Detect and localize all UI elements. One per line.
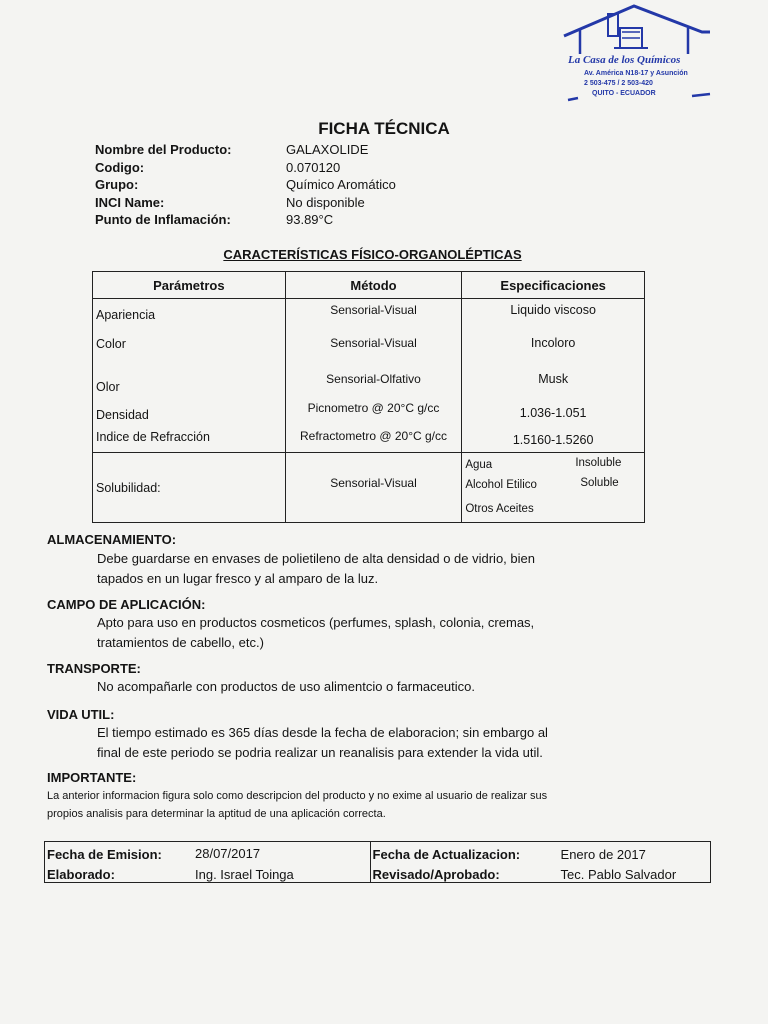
- update-date-label: Fecha de Actualizacion:: [372, 847, 521, 862]
- param-refraction: Indice de Refracción: [96, 430, 210, 444]
- specs-cell: [462, 299, 645, 453]
- field-value: GALAXOLIDE: [286, 142, 369, 157]
- parameters-cell: [93, 299, 286, 453]
- method-density: Picnometro @ 20°C g/cc: [307, 401, 440, 415]
- section-title: CARACTERÍSTICAS FÍSICO-ORGANOLÉPTICAS: [223, 247, 522, 262]
- transport-heading: TRANSPORTE:: [47, 661, 141, 676]
- transport-text: [97, 677, 637, 697]
- solubility-param-cell: [93, 453, 286, 523]
- application-line-2: tratamientos de cabello, etc.): [97, 635, 264, 650]
- result-alcohol: Soluble: [580, 477, 619, 489]
- column-header-specifications: Especificaciones: [462, 272, 645, 299]
- column-header-method: Método: [285, 272, 462, 299]
- parameters-table: [92, 271, 645, 523]
- field-value: No disponible: [286, 194, 365, 210]
- application-text: [97, 613, 637, 653]
- spec-odor: Musk: [538, 372, 569, 386]
- method-odor: Sensorial-Olfativo: [326, 372, 421, 386]
- important-line-1: La anterior informacion figura solo como descripcion del producto y no exime al usuario de realizar sus: [47, 790, 548, 802]
- code-row: [95, 159, 396, 177]
- stamp-company-name: La Casa de los Químicos: [568, 54, 681, 66]
- table-row-solubility: [93, 453, 645, 523]
- application-line-1: Apto para uso en productos cosmeticos (perfumes, splash, colonia, cremas,: [97, 615, 535, 630]
- important-heading: IMPORTANTE:: [47, 770, 137, 785]
- important-line-2: propios analisis para determinar la aptitud de una aplicación correcta.: [47, 808, 386, 820]
- prepared-by-label: Elaborado:: [47, 867, 115, 882]
- stamp-city: QUITO - ECUADOR: [592, 90, 656, 97]
- group-row: [95, 176, 396, 194]
- footer-right-cell: [370, 842, 710, 883]
- inci-row: [95, 194, 396, 212]
- field-label: Nombre del Producto:: [95, 142, 232, 157]
- storage-heading: ALMACENAMIENTO:: [47, 532, 177, 547]
- result-water: Insoluble: [575, 457, 622, 469]
- table-row: [93, 299, 645, 453]
- emission-date-label: Fecha de Emision:: [47, 847, 162, 862]
- footer-table: [44, 841, 711, 883]
- footer-left-cell: [45, 842, 371, 883]
- stamp-phone: 2 503-475 / 2 503-420: [584, 80, 653, 87]
- method-color: Sensorial-Visual: [330, 336, 417, 350]
- product-info: [95, 141, 396, 229]
- prepared-by-value: Ing. Israel Toinga: [195, 867, 294, 882]
- solvent-water: Agua: [465, 459, 493, 471]
- emission-date-value: 28/07/2017: [195, 846, 261, 861]
- method-solubility: Sensorial-Visual: [330, 476, 417, 490]
- spec-appearance: Liquido viscoso: [510, 303, 596, 317]
- flash-point-row: [95, 211, 396, 229]
- shelf-life-line-2: final de este periodo se podria realizar un reanalisis para extender la vida util.: [97, 745, 543, 760]
- field-value: 0.070120: [286, 159, 341, 175]
- solvent-alcohol: Alcohol Etilico: [465, 479, 537, 491]
- shelf-life-line-1: El tiempo estimado es 365 días desde la fecha de elaboracion; sin embargo al: [97, 725, 548, 740]
- application-heading: CAMPO DE APLICACIÓN:: [47, 597, 206, 612]
- field-label: Punto de Inflamación:: [95, 212, 231, 227]
- field-label: Codigo:: [95, 159, 145, 175]
- param-color: Color: [96, 337, 126, 351]
- method-refraction: Refractometro @ 20°C g/cc: [299, 429, 448, 443]
- spec-refraction: 1.5160-1.5260: [512, 433, 594, 447]
- field-label: Grupo:: [95, 177, 139, 192]
- reviewed-by-label: Revisado/Aprobado:: [372, 867, 500, 882]
- solubility-spec-cell: [462, 453, 645, 523]
- update-date-value: Enero de 2017: [560, 847, 646, 862]
- storage-text: [97, 549, 637, 589]
- field-label: INCI Name:: [95, 194, 165, 210]
- param-density: Densidad: [96, 408, 149, 422]
- solubility-method-cell: [285, 453, 462, 523]
- product-name-row: [95, 141, 396, 159]
- spec-color: Incoloro: [530, 336, 576, 350]
- transport-line-1: No acompañarle con productos de uso alimentcio o farmaceutico.: [97, 679, 475, 694]
- footer-row: [45, 842, 711, 883]
- param-appearance: Apariencia: [96, 308, 156, 322]
- stamp-address: Av. América N18-17 y Asunción: [584, 70, 688, 77]
- shelf-life-text: [97, 723, 637, 763]
- param-odor: Olor: [96, 380, 120, 394]
- solvent-oils: Otros Aceites: [465, 503, 534, 515]
- method-appearance: Sensorial-Visual: [330, 303, 417, 317]
- table-header-row: [93, 272, 645, 299]
- important-text: [47, 787, 687, 823]
- param-solubility: Solubilidad:: [96, 481, 161, 495]
- reviewed-by-value: Tec. Pablo Salvador: [560, 867, 677, 882]
- page-title: FICHA TÉCNICA: [318, 119, 450, 138]
- column-header-parameters: Parámetros: [93, 272, 286, 299]
- shelf-life-heading: VIDA UTIL:: [47, 707, 115, 722]
- storage-line-2: tapados en un lugar fresco y al amparo de la luz.: [97, 571, 379, 586]
- field-value: Químico Aromático: [286, 177, 396, 192]
- storage-line-1: Debe guardarse en envases de polietileno de alta densidad o de vidrio, bien: [97, 551, 535, 566]
- company-stamp: [562, 2, 712, 110]
- spec-density: 1.036-1.051: [519, 406, 587, 420]
- methods-cell: [285, 299, 462, 453]
- field-value: 93.89°C: [286, 212, 334, 227]
